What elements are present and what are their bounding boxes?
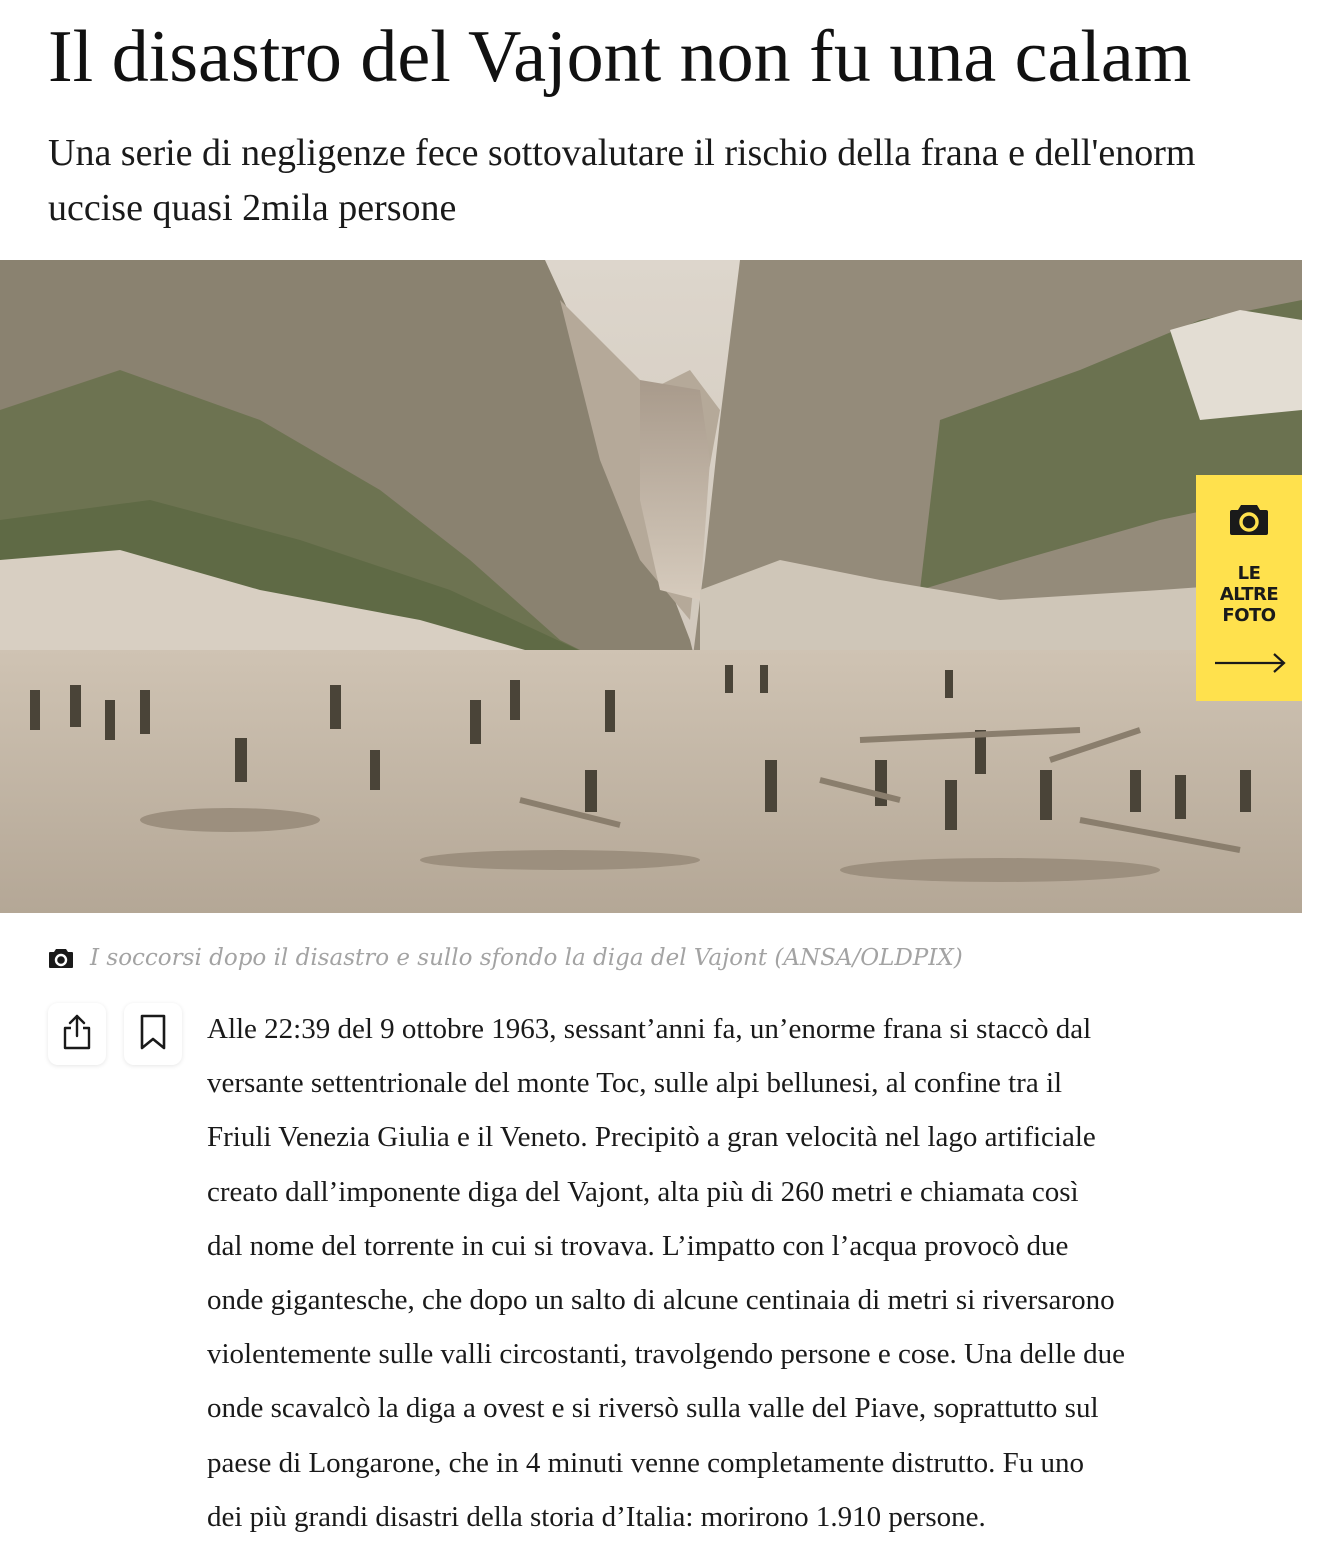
body-line: paese di Longarone, che in 4 minuti venne completamente distrutto. Fu uno [207, 1446, 1085, 1479]
arrow-right-icon [1214, 651, 1286, 675]
body-line: onde gigantesche, che dopo un salto di alcune centinaia di metri si riversarono [207, 1284, 1115, 1317]
other-photos-label: LE ALTRE FOTO [1219, 563, 1279, 626]
body-line: dei più grandi disastri della storia d’Italia: morirono 1.910 persone. [207, 1500, 986, 1533]
subtitle-line: uccise quasi 2mila persone [48, 187, 457, 229]
camera-icon [1229, 502, 1269, 536]
bookmark-icon [139, 1014, 167, 1054]
other-photos-button[interactable] [1196, 475, 1302, 701]
hero-image[interactable] [0, 260, 1302, 913]
bookmark-button[interactable] [124, 1003, 182, 1065]
body-line: violentemente sulle valli circostanti, travolgendo persone e cose. Una delle due [207, 1338, 1126, 1371]
caption-text: I soccorsi dopo il disastro e sullo sfondo la diga del Vajont (ANSA/OLDPIX) [90, 945, 963, 971]
subtitle-line: Una serie di negligenze fece sottovalutare il rischio della frana e dell'enorm [48, 132, 1196, 174]
subtitle [48, 126, 1324, 236]
headline: Il disastro del Vajont non fu una calam [48, 16, 1192, 98]
body-line: Friuli Venezia Giulia e il Veneto. Precipitò a gran velocità nel lago artificiale [207, 1121, 1096, 1154]
photo-caption [48, 941, 963, 975]
share-button[interactable] [48, 1003, 106, 1065]
body-line: Alle 22:39 del 9 ottobre 1963, sessant’anni fa, un’enorme frana si staccò dal [207, 1013, 1092, 1045]
body-line: onde scavalcò la diga a ovest e si riversò sulla valle del Piave, soprattutto sul [207, 1392, 1099, 1425]
body-line: versante settentrionale del monte Toc, sulle alpi bellunesi, al confine tra il [207, 1067, 1063, 1100]
hero-photo [0, 260, 1302, 913]
body-line: creato dall’imponente diga del Vajont, alta più di 260 metri e chiamata così [207, 1175, 1079, 1208]
article-body [207, 1002, 1267, 1544]
camera-icon [48, 947, 74, 969]
share-icon [61, 1014, 93, 1054]
body-line: dal nome del torrente in cui si trovava. L’impatto con l’acqua provocò due [207, 1229, 1069, 1262]
